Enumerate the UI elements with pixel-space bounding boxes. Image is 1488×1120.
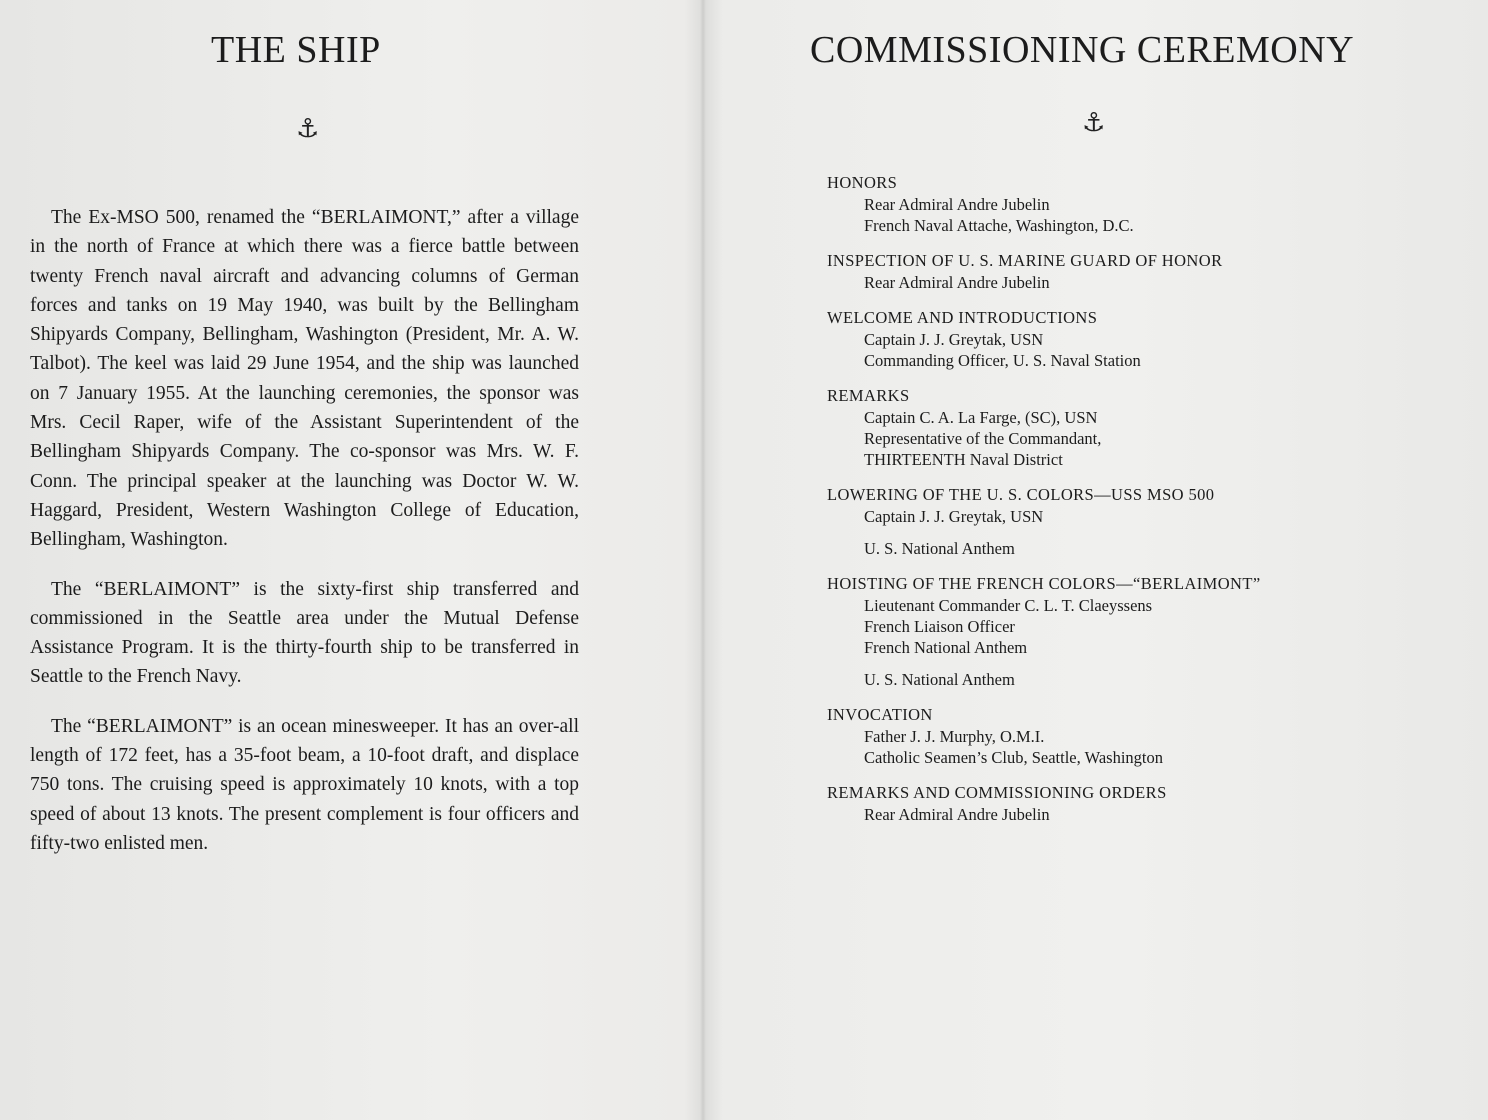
section-heading: INSPECTION OF U. S. MARINE GUARD OF HONOR [827, 251, 1223, 270]
section-heading: HONORS [827, 173, 898, 192]
program-section [827, 307, 1467, 371]
left-page [0, 0, 700, 1120]
line-spacer [827, 527, 1467, 538]
participant-line: French Liaison Officer [864, 617, 1015, 636]
participant-line: French National Anthem [864, 638, 1028, 657]
program-section [827, 250, 1467, 293]
participant-line: Captain C. A. La Farge, (SC), USN [864, 408, 1098, 427]
paragraph-specifications: The “BERLAIMONT” is an ocean minesweeper. It has an over-all length of 172 feet, has a 35-foot beam, a 10-foot draft, and displace 750 tons. The cruising speed is approximately 10 knots, with a top speed of about 13 knots. The present complement is four officers and fifty-two enlisted men. [30, 715, 579, 854]
ship-description [30, 203, 579, 878]
program-section [827, 172, 1467, 236]
line-spacer [827, 658, 1467, 669]
anchor-icon: ⚓ [296, 114, 320, 144]
participant-line: Representative of the Commandant, [864, 429, 1102, 448]
section-heading: REMARKS AND COMMISSIONING ORDERS [827, 783, 1167, 802]
program-section [827, 385, 1467, 470]
paragraph-transfer: The “BERLAIMONT” is the sixty-first ship transferred and commissioned in the Seattle area under the Mutual Defense Assistance Program. It is the thirty-fourth ship to be transferred in Seattle to the French Navy. [30, 578, 579, 688]
program-section [827, 484, 1467, 559]
participant-line: Rear Admiral Andre Jubelin [864, 805, 1050, 824]
paragraph-history: The Ex-MSO 500, renamed the “BERLAIMONT,” after a village in the north of France at which there was a fierce battle between twenty French naval aircraft and advancing columns of German forces and tanks on 19 May 1940, was built by the Bellingham Shipyards Company, Bellingham, Washington (President, Mr. A. W. Talbot). The keel was laid 29 June 1954, and the ship was launched on 7 January 1955. At the launching ceremonies, the sponsor was Mrs. Cecil Raper, wife of the Assistant Superintendent of the Bellingham Shipyards Company. The co-sponsor was Mrs. W. F. Conn. The principal speaker at the launching was Doctor W. W. Haggard, President, Western Washington College of Education, Bellingham, Washington. [30, 207, 579, 551]
participant-line: U. S. National Anthem [864, 670, 1015, 689]
participant-line: Captain J. J. Greytak, USN [864, 507, 1044, 526]
participant-line: French Naval Attache, Washington, D.C. [864, 216, 1134, 235]
participant-line: U. S. National Anthem [864, 539, 1015, 558]
program-section [827, 573, 1467, 690]
section-heading: REMARKS [827, 386, 910, 405]
participant-line: Rear Admiral Andre Jubelin [864, 195, 1050, 214]
participant-line: Father J. J. Murphy, O.M.I. [864, 727, 1045, 746]
section-heading: WELCOME AND INTRODUCTIONS [827, 308, 1098, 327]
program-section [827, 704, 1467, 768]
right-page [706, 0, 1488, 1120]
participant-line: Commanding Officer, U. S. Naval Station [864, 351, 1141, 370]
section-heading: INVOCATION [827, 705, 933, 724]
program-section [827, 782, 1467, 825]
ship-title: THE SHIP [211, 29, 381, 71]
participant-line: THIRTEENTH Naval District [864, 450, 1063, 469]
participant-line: Rear Admiral Andre Jubelin [864, 273, 1050, 292]
participant-line: Lieutenant Commander C. L. T. Claeyssens [864, 596, 1153, 615]
section-heading: LOWERING OF THE U. S. COLORS—USS MSO 500 [827, 485, 1215, 504]
ceremony-program [827, 172, 1467, 839]
anchor-icon: ⚓ [1082, 108, 1106, 138]
participant-line: Captain J. J. Greytak, USN [864, 330, 1044, 349]
ceremony-title: COMMISSIONING CEREMONY [810, 29, 1355, 71]
section-heading: HOISTING OF THE FRENCH COLORS—“BERLAIMONT” [827, 574, 1261, 593]
participant-line: Catholic Seamen’s Club, Seattle, Washington [864, 748, 1163, 767]
